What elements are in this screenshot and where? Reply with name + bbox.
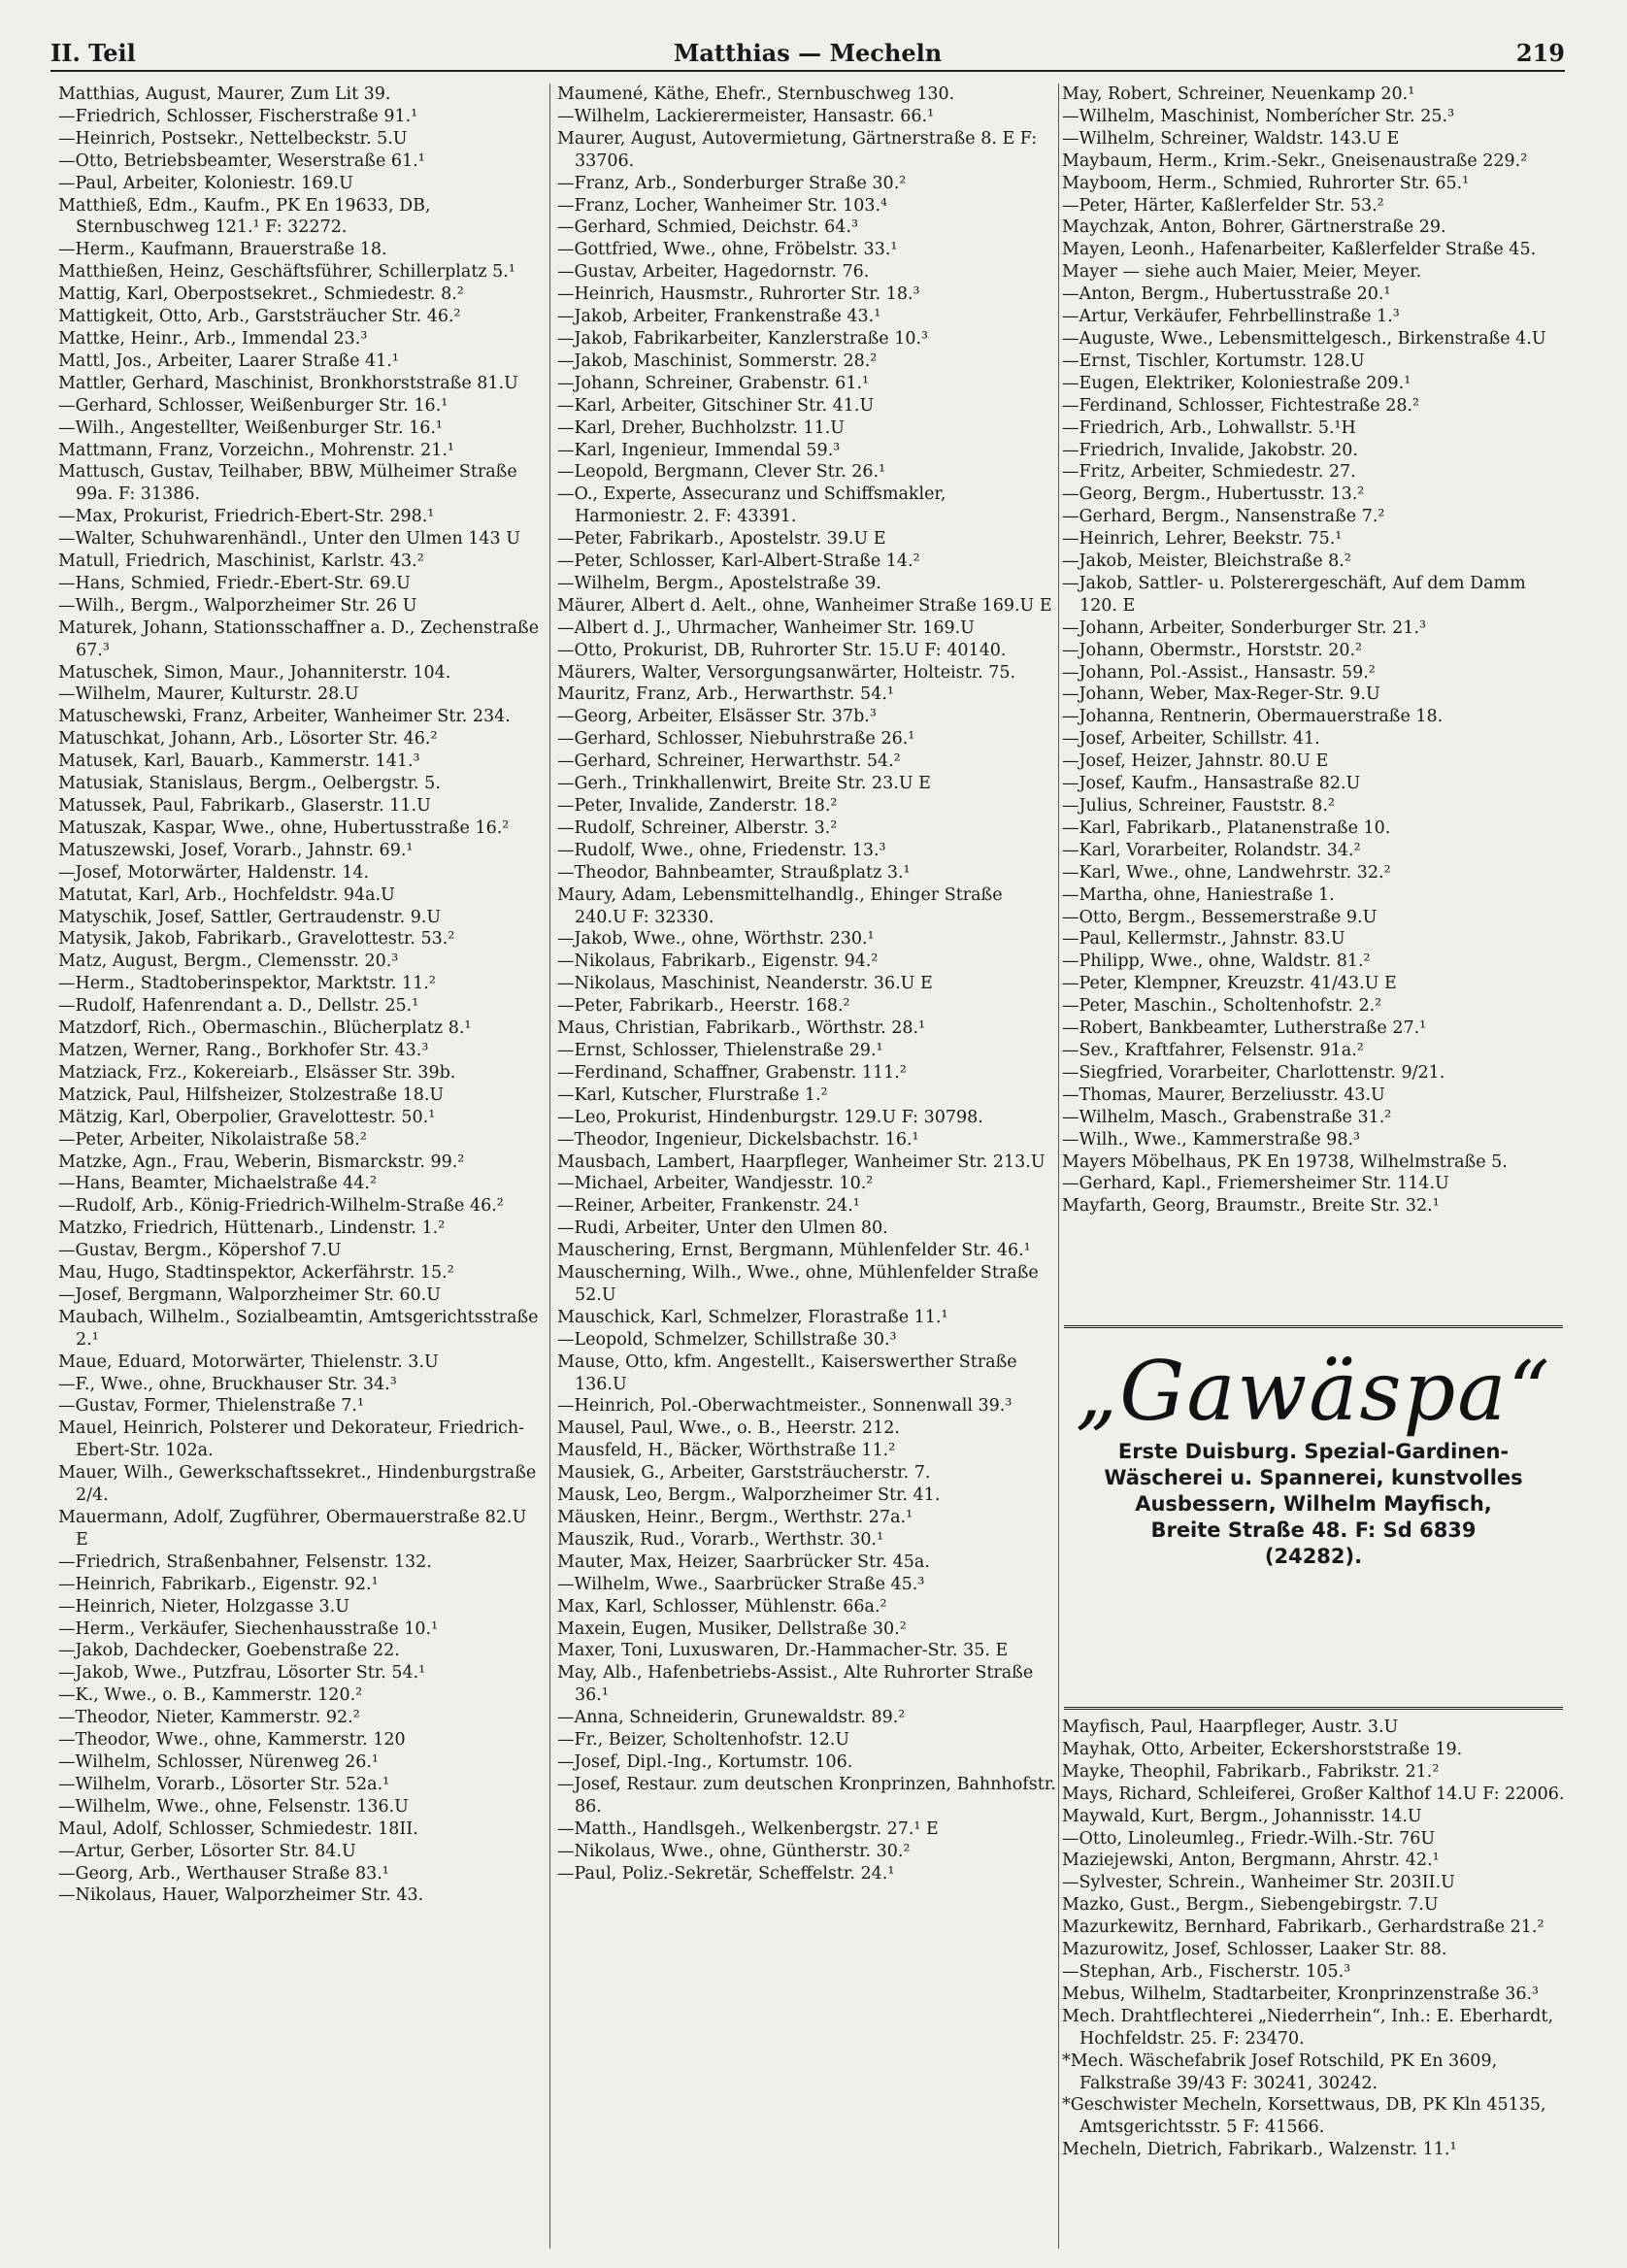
directory-entry: —Paul, Poliz.-Sekretär, Scheffelstr. 24.¹	[557, 1863, 895, 1884]
directory-entry: —Wilhelm, Wwe., Saarbrücker Straße 45.³	[557, 1574, 925, 1594]
directory-entry: —Martha, ohne, Haniestraße 1.	[1062, 884, 1335, 905]
directory-entry: Matthieß, Edm., Kaufm., PK En 19633, DB, Sternbuschweg 121.¹ F: 32272.	[58, 195, 431, 238]
directory-entry: —Wilhelm, Schreiner, Waldstr. 143.U E	[1062, 128, 1400, 149]
directory-entry: Mayers Möbelhaus, PK En 19738, Wilhelmstraße 5.	[1062, 1151, 1508, 1172]
directory-entry: —Josef, Motorwärter, Haldenstr. 14.	[58, 862, 370, 883]
directory-entry: Matuschek, Simon, Maur., Johanniterstr. 104.	[58, 662, 451, 683]
ad-line: Breite Straße 48. F: Sd 6839	[1150, 1518, 1477, 1542]
directory-entry: —Gerh., Trinkhallenwirt, Breite Str. 23.U E	[557, 774, 931, 794]
directory-entry: —Wilh., Wwe., Kammerstraße 98.³	[1062, 1129, 1361, 1150]
directory-entry: Mayhak, Otto, Arbeiter, Eckershorststraße 19.	[1062, 1739, 1463, 1759]
directory-entry: Mauschick, Karl, Schmelzer, Florastraße 11.¹	[557, 1307, 948, 1327]
directory-entry: —F., Wwe., ohne, Bruckhauser Str. 34.³	[58, 1374, 397, 1394]
directory-entry: Matussek, Paul, Fabrikarb., Glaserstr. 11.U	[58, 796, 431, 816]
directory-entry: —Georg, Arb., Werthauser Straße 83.¹	[58, 1863, 389, 1884]
directory-entry: Matzke, Agn., Frau, Weberin, Bismarckstr. 99.²	[58, 1151, 465, 1172]
directory-entry: —Paul, Arbeiter, Koloniestr. 169.U	[58, 173, 353, 193]
directory-entry: —Karl, Fabrikarb., Platanenstraße 10.	[1062, 817, 1391, 838]
directory-entry: —Josef, Dipl.-Ing., Kortumstr. 106.	[557, 1751, 853, 1772]
directory-entry: Mazurkewitz, Bernhard, Fabrikarb., Gerhardstraße 21.²	[1062, 1918, 1544, 1938]
directory-entry: —Leopold, Schmelzer, Schillstraße 30.³	[557, 1329, 897, 1350]
directory-entry: Matuschkat, Johann, Arb., Lösorter Str. 46.²	[58, 729, 438, 750]
directory-entry: —Thomas, Maurer, Berzeliusstr. 43.U	[1062, 1084, 1385, 1105]
directory-entry: —Theodor, Ingenieur, Dickelsbachstr. 16.¹	[557, 1129, 919, 1150]
directory-entry: —Siegfried, Vorarbeiter, Charlottenstr. 9/21.	[1062, 1062, 1445, 1083]
directory-entry: —Jakob, Wwe., Putzfrau, Lösorter Str. 54.¹	[58, 1663, 426, 1684]
column-1	[58, 83, 544, 2258]
directory-entry: —Nikolaus, Fabrikarb., Eigenstr. 94.²	[557, 951, 879, 972]
directory-entry: —Ernst, Tischler, Kortumstr. 128.U	[1062, 350, 1365, 371]
directory-entry: —Artur, Verkäufer, Fehrbellinstraße 1.³	[1062, 307, 1400, 327]
directory-entry: Mauel, Heinrich, Polsterer und Dekorateur, Friedrich-Ebert-Str. 102a.	[58, 1418, 525, 1461]
directory-entry: —Franz, Arb., Sonderburger Straße 30.²	[557, 173, 907, 193]
directory-entry: —Gerhard, Schlosser, Niebuhrstraße 26.¹	[557, 729, 915, 750]
directory-entry: —Hans, Beamter, Michaelstraße 44.²	[58, 1174, 378, 1194]
directory-entry: Maue, Eduard, Motorwärter, Thielenstr. 3.U	[58, 1351, 439, 1372]
directory-entry: Matyschik, Josef, Sattler, Gertraudenstr. 9.U	[58, 907, 442, 927]
directory-entry: Matz, August, Bergm., Clemensstr. 20.³	[58, 951, 399, 972]
directory-entry: Mebus, Wilhelm, Stadtarbeiter, Kronprinzenstraße 36.³	[1062, 1984, 1540, 2004]
directory-entry: —Wilhelm, Maschinist, Nomberícher Str. 25.³	[1062, 106, 1455, 126]
directory-entry: —Gerhard, Kapl., Friemersheimer Str. 114.U	[1062, 1174, 1449, 1194]
directory-entry: —Karl, Vorarbeiter, Rolandstr. 34.²	[1062, 840, 1361, 860]
directory-entry: —Heinrich, Lehrer, Beekstr. 75.¹	[1062, 529, 1343, 550]
directory-entry: —O., Experte, Assecuranz und Schiffsmakler, Harmoniestr. 2. F: 43391.	[557, 484, 946, 527]
running-title: Matthias — Mecheln	[673, 39, 943, 67]
column-divider	[549, 83, 550, 2249]
directory-entry: —Wilhelm, Vorarb., Lösorter Str. 52a.¹	[58, 1774, 390, 1794]
directory-entry: —Sev., Kraftfahrer, Felsenstr. 91a.²	[1062, 1040, 1364, 1060]
directory-entry: —Franz, Locher, Wanheimer Str. 103.⁴	[557, 195, 888, 216]
page-header	[50, 39, 1565, 72]
directory-entry: Mecheln, Dietrich, Fabrikarb., Walzenstr. 11.¹	[1062, 2140, 1457, 2160]
column-3	[1062, 83, 1567, 1317]
directory-entry: Max, Karl, Schlosser, Mühlenstr. 66a.²	[557, 1596, 887, 1617]
directory-entry: —Johann, Schreiner, Grabenstr. 61.¹	[557, 373, 870, 393]
directory-entry: Mauscherning, Wilh., Wwe., ohne, Mühlenfelder Straße 52.U	[557, 1263, 1039, 1305]
directory-entry: —Otto, Bergm., Bessemerstraße 9.U	[1062, 907, 1378, 927]
directory-entry: —Sylvester, Schrein., Wanheimer Str. 203II.U	[1062, 1873, 1455, 1893]
directory-entry: Maxer, Toni, Luxuswaren, Dr.-Hammacher-Str. 35. E	[557, 1641, 1009, 1661]
directory-entry: Mausiek, G., Arbeiter, Garststräucherstr. 7.	[557, 1463, 931, 1484]
directory-entry: Mayfisch, Paul, Haarpfleger, Austr. 3.U	[1062, 1718, 1399, 1737]
directory-entry: —Leopold, Bergmann, Clever Str. 26.¹	[557, 462, 886, 483]
directory-entry: —Wilhelm, Bergm., Apostelstraße 39.	[557, 573, 881, 593]
directory-entry: —Rudolf, Schreiner, Alberstr. 3.²	[557, 817, 838, 838]
directory-entry: —Albert d. J., Uhrmacher, Wanheimer Str. 169.U	[557, 617, 975, 638]
directory-entry: —Heinrich, Postsekr., Nettelbeckstr. 5.U	[58, 128, 408, 149]
directory-entry: Mattigkeit, Otto, Arb., Garststräucher Str. 46.²	[58, 307, 461, 327]
directory-entry: Mattler, Gerhard, Maschinist, Bronkhorststraße 81.U	[58, 373, 518, 393]
directory-entry: —Nikolaus, Maschinist, Neanderstr. 36.U E	[557, 974, 933, 994]
directory-entry: —Stephan, Arb., Fischerstr. 105.³	[1062, 1961, 1351, 1982]
column-divider	[1058, 83, 1059, 2249]
directory-entry: —Josef, Bergmann, Walporzheimer Str. 60.U	[58, 1284, 441, 1305]
directory-entry: —Peter, Fabrikarb., Apostelstr. 39.U E	[557, 529, 886, 550]
directory-entry: —Rudolf, Hafenrendant a. D., Dellstr. 25.¹	[58, 996, 419, 1017]
ad-line: Erste Duisburg. Spezial-Gardinen-	[1117, 1440, 1510, 1463]
directory-entry: —Ferdinand, Schaffner, Grabenstr. 111.²	[557, 1062, 907, 1083]
directory-entry: —Nikolaus, Wwe., ohne, Güntherstr. 30.²	[557, 1841, 911, 1861]
directory-entry: —Gerhard, Schlosser, Weißenburger Str. 16.¹	[58, 395, 448, 416]
directory-entry: —Gustav, Bergm., Köpershof 7.U	[58, 1241, 342, 1261]
directory-entry: Maus, Christian, Fabrikarb., Wörthstr. 28.¹	[557, 1018, 926, 1039]
header-rule	[50, 70, 1565, 72]
directory-entry: —Friedrich, Arb., Lohwallstr. 5.¹H	[1062, 417, 1356, 438]
directory-entry: —Wilhelm, Maurer, Kulturstr. 28.U	[58, 684, 359, 705]
directory-entry: —Karl, Kutscher, Flurstraße 1.²	[557, 1084, 828, 1105]
directory-entry: Mausel, Paul, Wwe., o. B., Heerstr. 212.	[557, 1418, 900, 1439]
directory-entry: —Otto, Betriebsbeamter, Weserstraße 61.¹	[58, 150, 425, 171]
directory-entry: —Heinrich, Pol.-Oberwachtmeister., Sonnenwall 39.³	[557, 1396, 1013, 1417]
directory-entry: —Wilhelm, Schlosser, Nürenweg 26.¹	[58, 1751, 379, 1772]
directory-entry: Maury, Adam, Lebensmittelhandlg., Ehinger Straße 240.U F: 32330.	[557, 884, 1003, 927]
directory-entry: —Josef, Restaur. zum deutschen Kronprinzen, Bahnhofstr. 86.	[557, 1774, 1056, 1817]
ad-line: (24282).	[1264, 1545, 1363, 1568]
directory-entry: —Friedrich, Invalide, Jakobstr. 20.	[1062, 440, 1358, 460]
ad-line: Wäscherei u. Spannerei, kunstvolles	[1104, 1466, 1523, 1489]
directory-entry: —Max, Prokurist, Friedrich-Ebert-Str. 298.¹	[58, 507, 435, 527]
ad-logo: „Gawäspa“	[1075, 1344, 1552, 1439]
directory-entry: —Ferdinand, Schlosser, Fichtestraße 28.²	[1062, 395, 1420, 416]
directory-entry: Mattmann, Franz, Vorzeichn., Mohrenstr. 21.¹	[58, 440, 454, 460]
column-3-lower	[1062, 1717, 1567, 2161]
directory-entry: —Ernst, Schlosser, Thielenstraße 29.¹	[557, 1040, 883, 1060]
directory-entry: —Rudolf, Arb., König-Friedrich-Wilhelm-Straße 46.²	[58, 1196, 504, 1217]
directory-entry: Mausk, Leo, Bergm., Walporzheimer Str. 41.	[557, 1485, 941, 1506]
directory-entry: Mays, Richard, Schleiferei, Großer Kalthof 14.U F: 22006.	[1062, 1784, 1565, 1804]
directory-entry: Mäurers, Walter, Versorgungsanwärter, Holteistr. 75.	[557, 662, 1016, 683]
directory-entry: May, Robert, Schreiner, Neuenkamp 20.¹	[1062, 84, 1415, 104]
directory-entry: —Anna, Schneiderin, Grunewaldstr. 89.²	[557, 1708, 906, 1728]
directory-entry: —Peter, Schlosser, Karl-Albert-Straße 14.²	[557, 551, 920, 572]
directory-entry: —Gottfried, Wwe., ohne, Fröbelstr. 33.¹	[557, 240, 898, 260]
directory-entry: Mauszik, Rud., Vorarb., Werthstr. 30.¹	[557, 1529, 884, 1550]
directory-entry: —Robert, Bankbeamter, Lutherstraße 27.¹	[1062, 1018, 1427, 1039]
directory-entry: —Georg, Arbeiter, Elsässer Str. 37b.³	[557, 707, 877, 727]
directory-entry: —Heinrich, Nieter, Holzgasse 3.U	[58, 1596, 349, 1617]
directory-entry: —Jakob, Fabrikarbeiter, Kanzlerstraße 10.³	[557, 328, 929, 349]
directory-entry: Maul, Adolf, Schlosser, Schmiedestr. 18II.	[58, 1818, 418, 1839]
directory-entry: —Gustav, Former, Thielenstraße 7.¹	[58, 1396, 364, 1417]
directory-entry: Mäusken, Heinr., Bergm., Werthstr. 27a.¹	[557, 1508, 913, 1527]
directory-entry: —Peter, Härter, Kaßlerfelder Str. 53.²	[1062, 195, 1384, 216]
directory-entry: Mayer — siehe auch Maier, Meier, Meyer.	[1062, 262, 1422, 283]
directory-entry: —Matth., Handlsgeh., Welkenbergstr. 27.¹ E	[557, 1818, 939, 1839]
ad-line: Ausbessern, Wilhelm Mayfisch,	[1135, 1492, 1492, 1516]
directory-entry: —Michael, Arbeiter, Wandjesstr. 10.²	[557, 1174, 874, 1194]
directory-entry: Mattusch, Gustav, Teilhaber, BBW, Mülheimer Straße 99a. F: 31386.	[58, 462, 517, 505]
directory-entry: Maybaum, Herm., Krim.-Sekr., Gneisenaustraße 229.²	[1062, 150, 1528, 171]
directory-entry: Maumené, Käthe, Ehefr., Sternbuschweg 130.	[557, 84, 955, 104]
directory-entry: —Theodor, Wwe., ohne, Kammerstr. 120	[58, 1730, 406, 1751]
directory-entry: —Peter, Fabrikarb., Heerstr. 168.²	[557, 996, 850, 1017]
directory-entry: Mauer, Wilh., Gewerkschaftssekret., Hindenburgstraße 2/4.	[58, 1463, 537, 1506]
directory-entry: Mauschering, Ernst, Bergmann, Mühlenfelder Str. 46.¹	[557, 1241, 1031, 1261]
directory-entry: —Heinrich, Hausmstr., Ruhrorter Str. 18.³	[557, 284, 920, 305]
directory-entry: Matziack, Frz., Kokereiarb., Elsässer Str. 39b.	[58, 1062, 456, 1083]
directory-entry: —Theodor, Nieter, Kammerstr. 92.²	[58, 1708, 360, 1728]
directory-entry: —Gerhard, Bergm., Nansenstraße 7.²	[1062, 507, 1385, 527]
directory-entry: —Fr., Beizer, Scholtenhofstr. 12.U	[557, 1730, 850, 1751]
directory-entry: —Herm., Kaufmann, Brauerstraße 18.	[58, 240, 387, 260]
gawaespa-advertisement	[1064, 1325, 1563, 1710]
directory-entry: —Leo, Prokurist, Hindenburgstr. 129.U F: 30798.	[557, 1107, 983, 1127]
directory-entry: —Jakob, Dachdecker, Goebenstraße 22.	[58, 1641, 400, 1661]
directory-entry: —Rudi, Arbeiter, Unter den Ulmen 80.	[557, 1218, 888, 1239]
directory-entry: —Wilh., Bergm., Walporzheimer Str. 26 U	[58, 595, 417, 616]
directory-entry: —Julius, Schreiner, Fauststr. 8.²	[1062, 796, 1335, 816]
directory-entry: —Johann, Arbeiter, Sonderburger Str. 21.³	[1062, 617, 1427, 638]
directory-entry: Matusiak, Stanislaus, Bergm., Oelbergstr. 5.	[58, 774, 441, 794]
directory-entry: —Wilh., Angestellter, Weißenburger Str. 16.¹	[58, 417, 443, 438]
directory-entry: Mattig, Karl, Oberpostsekret., Schmiedestr. 8.²	[58, 284, 464, 305]
directory-entry: Matuschewski, Franz, Arbeiter, Wanheimer Str. 234.	[58, 707, 511, 727]
directory-entry: Mattl, Jos., Arbeiter, Laarer Straße 41.¹	[58, 350, 399, 371]
directory-entry: Matuszak, Kaspar, Wwe., ohne, Hubertusstraße 16.²	[58, 817, 510, 838]
directory-entry: —Herm., Stadtoberinspektor, Marktstr. 11.²	[58, 974, 436, 994]
directory-entry: —Peter, Klempner, Kreuzstr. 41/43.U E	[1062, 974, 1397, 994]
directory-entry: Matthias, August, Maurer, Zum Lit 39.	[58, 84, 391, 104]
directory-entry: Mätzig, Karl, Oberpolier, Gravelottestr. 50.¹	[58, 1107, 436, 1127]
directory-entry: —Peter, Invalide, Zanderstr. 18.²	[557, 796, 838, 816]
directory-entry: Matzick, Paul, Hilfsheizer, Stolzestraße 18.U	[58, 1084, 445, 1105]
directory-entry: —Karl, Dreher, Buchholzstr. 11.U	[557, 417, 846, 438]
directory-entry: Mattke, Heinr., Arb., Immendal 23.³	[58, 328, 368, 349]
directory-entry: Maychzak, Anton, Bohrer, Gärtnerstraße 29.	[1062, 217, 1446, 238]
directory-entry: Mauter, Max, Heizer, Saarbrücker Str. 45a.	[557, 1551, 930, 1572]
directory-entry: —Friedrich, Straßenbahner, Felsenstr. 132.	[58, 1551, 432, 1572]
directory-entry: —Josef, Kaufm., Hansastraße 82.U	[1062, 774, 1361, 794]
directory-entry: —Karl, Arbeiter, Gitschiner Str. 41.U	[557, 395, 875, 416]
directory-entry: Mauritz, Franz, Arb., Herwarthstr. 54.¹	[557, 684, 894, 705]
directory-entry: —Peter, Arbeiter, Nikolaistraße 58.²	[58, 1129, 367, 1150]
directory-entry: Maziejewski, Anton, Bergmann, Ahrstr. 42.¹	[1062, 1851, 1440, 1871]
directory-entry: —Karl, Wwe., ohne, Landwehrstr. 32.²	[1062, 862, 1391, 883]
directory-entry: Matysik, Jakob, Fabrikarb., Gravelottestr. 53.²	[58, 929, 455, 950]
directory-entry: —Auguste, Wwe., Lebensmittelgesch., Birkenstraße 4.U	[1062, 328, 1546, 349]
directory-entry: —Gerhard, Schmied, Deichstr. 64.³	[557, 217, 859, 238]
directory-entry: Matzdorf, Rich., Obermaschin., Blücherplatz 8.¹	[58, 1018, 472, 1039]
directory-entry: Mayfarth, Georg, Braumstr., Breite Str. 32.¹	[1062, 1196, 1440, 1217]
directory-entry: Mau, Hugo, Stadtinspektor, Ackerfährstr. 15.²	[58, 1263, 454, 1284]
directory-entry: —Jakob, Sattler- u. Polsterergeschäft, Auf dem Damm 120. E	[1062, 573, 1526, 616]
directory-entry: Mayen, Leonh., Hafenarbeiter, Kaßlerfelder Straße 45.	[1062, 240, 1537, 260]
directory-entry: Maxein, Eugen, Musiker, Dellstraße 30.²	[557, 1618, 907, 1639]
directory-entry: Matuszewski, Josef, Vorarb., Jahnstr. 69.¹	[58, 840, 414, 860]
directory-entry: —Fritz, Arbeiter, Schmiedestr. 27.	[1062, 462, 1356, 483]
directory-entry: —Reiner, Arbeiter, Frankenstr. 24.¹	[557, 1196, 860, 1217]
directory-entry: —Otto, Prokurist, DB, Ruhrorter Str. 15.U F: 40140.	[557, 640, 1007, 660]
directory-entry: Matzen, Werner, Rang., Borkhofer Str. 43.³	[58, 1040, 429, 1060]
directory-entry: —Georg, Bergm., Hubertusstr. 13.²	[1062, 484, 1365, 505]
directory-entry: Mauermann, Adolf, Zugführer, Obermauerstraße 82.U E	[58, 1508, 527, 1550]
directory-entry: Matull, Friedrich, Maschinist, Karlstr. 43.²	[58, 551, 424, 572]
directory-entry: —Hans, Schmied, Friedr.-Ebert-Str. 69.U	[58, 573, 411, 593]
directory-entry: Mazko, Gust., Bergm., Siebengebirgstr. 7.U	[1062, 1895, 1439, 1916]
directory-entry: —Theodor, Bahnbeamter, Straußplatz 3.¹	[557, 862, 911, 883]
directory-entry: *Geschwister Mecheln, Korsettwaus, DB, PK Kln 45135, Amtsgerichtsstr. 5 F: 41566.	[1062, 2095, 1546, 2138]
directory-entry: —Josef, Arbeiter, Schillstr. 41.	[1062, 729, 1320, 750]
column-2	[557, 83, 1057, 2258]
directory-entry: —Eugen, Elektriker, Koloniestraße 209.¹	[1062, 373, 1411, 393]
directory-entry: Mazurowitz, Josef, Schlosser, Laaker Str. 88.	[1062, 1940, 1447, 1960]
directory-entry: —Gustav, Arbeiter, Hagedornstr. 76.	[557, 262, 870, 283]
directory-entry: Matusek, Karl, Bauarb., Kammerstr. 141.³	[58, 751, 420, 772]
directory-entry: —Jakob, Maschinist, Sommerstr. 28.²	[557, 350, 878, 371]
directory-entry: Mausfeld, H., Bäcker, Wörthstraße 11.²	[557, 1441, 896, 1461]
directory-entry: —Walter, Schuhwarenhändl., Unter den Ulmen 143 U	[58, 529, 520, 550]
directory-entry: —Wilhelm, Lackierermeister, Hansastr. 66.¹	[557, 106, 935, 126]
directory-entry: —Jakob, Arbeiter, Frankenstraße 43.¹	[557, 307, 881, 327]
directory-entry: Matutat, Karl, Arb., Hochfeldstr. 94a.U	[58, 884, 395, 905]
directory-entry: —K., Wwe., o. B., Kammerstr. 120.²	[58, 1685, 363, 1706]
directory-entry: —Wilhelm, Masch., Grabenstraße 31.²	[1062, 1107, 1392, 1127]
directory-entry: Maurer, August, Autovermietung, Gärtnerstraße 8. E F: 33706.	[557, 128, 1038, 171]
directory-entry: —Artur, Gerber, Lösorter Str. 84.U	[58, 1841, 356, 1861]
directory-entry: —Karl, Ingenieur, Immendal 59.³	[557, 440, 841, 460]
directory-entry: Maturek, Johann, Stationsschaffner a. D., Zechenstraße 67.³	[58, 617, 540, 660]
directory-entry: Mech. Drahtflechterei „Niederrhein“, Inh.: E. Eberhardt, Hochfeldstr. 25. F: 23470.	[1062, 2006, 1554, 2049]
directory-entry: *Mech. Wäschefabrik Josef Rotschild, PK En 3609, Falkstraße 39/43 F: 30241, 30242.	[1062, 2051, 1498, 2093]
directory-entry: Mäurer, Albert d. Aelt., ohne, Wanheimer Straße 169.U E	[557, 595, 1052, 616]
directory-entry: —Otto, Linoleumleg., Friedr.-Wilh.-Str. 76U	[1062, 1828, 1436, 1849]
directory-entry: —Friedrich, Schlosser, Fischerstraße 91.¹	[58, 106, 418, 126]
directory-entry: —Wilhelm, Wwe., ohne, Felsenstr. 136.U	[58, 1796, 409, 1817]
directory-entry: —Rudolf, Wwe., ohne, Friedenstr. 13.³	[557, 840, 886, 860]
directory-entry: —Jakob, Wwe., ohne, Wörthstr. 230.¹	[557, 929, 875, 950]
directory-entry: Maubach, Wilhelm., Sozialbeamtin, Amtsgerichtsstraße 2.¹	[58, 1307, 539, 1350]
directory-entry: May, Alb., Hafenbetriebs-Assist., Alte Ruhrorter Straße 36.¹	[557, 1663, 1034, 1706]
directory-entry: —Johann, Weber, Max-Reger-Str. 9.U	[1062, 684, 1380, 705]
directory-entry: Mayke, Theophil, Fabrikarb., Fabrikstr. 21.²	[1062, 1761, 1440, 1782]
directory-entry: —Gerhard, Schreiner, Herwarthstr. 54.²	[557, 751, 901, 772]
directory-entry: —Johanna, Rentnerin, Obermauerstraße 18.	[1062, 707, 1444, 727]
part-label: II. Teil	[50, 39, 136, 67]
directory-entry: —Herm., Verkäufer, Siechenhausstraße 10.¹	[58, 1618, 439, 1639]
directory-entry: —Paul, Kellermstr., Jahnstr. 83.U	[1062, 929, 1345, 950]
directory-entry: Matthießen, Heinz, Geschäftsführer, Schillerplatz 5.¹	[58, 262, 515, 283]
directory-entry: Matzko, Friedrich, Hüttenarb., Lindenstr. 1.²	[58, 1218, 446, 1239]
directory-entry: Mause, Otto, kfm. Angestellt., Kaiserswerther Straße 136.U	[557, 1351, 1017, 1394]
directory-entry: Mausbach, Lambert, Haarpfleger, Wanheimer Str. 213.U	[557, 1151, 1046, 1172]
directory-entry: —Josef, Heizer, Jahnstr. 80.U E	[1062, 751, 1329, 772]
directory-entry: —Philipp, Wwe., ohne, Waldstr. 81.²	[1062, 951, 1371, 972]
page-number: 219	[1515, 39, 1565, 67]
directory-entry: —Johann, Pol.-Assist., Hansastr. 59.²	[1062, 662, 1376, 683]
directory-entry: —Peter, Maschin., Scholtenhofstr. 2.²	[1062, 996, 1382, 1017]
directory-entry: —Nikolaus, Hauer, Walporzheimer Str. 43.	[58, 1885, 424, 1906]
directory-entry: —Anton, Bergm., Hubertusstraße 20.¹	[1062, 284, 1391, 305]
directory-entry: —Heinrich, Fabrikarb., Eigenstr. 92.¹	[58, 1574, 379, 1594]
directory-entry: —Johann, Obermstr., Horststr. 20.²	[1062, 640, 1363, 660]
directory-entry: —Jakob, Meister, Bleichstraße 8.²	[1062, 551, 1351, 572]
directory-entry: Maywald, Kurt, Bergm., Johannisstr. 14.U	[1062, 1806, 1422, 1826]
directory-entry: Mayboom, Herm., Schmied, Ruhrorter Str. 65.¹	[1062, 173, 1470, 193]
